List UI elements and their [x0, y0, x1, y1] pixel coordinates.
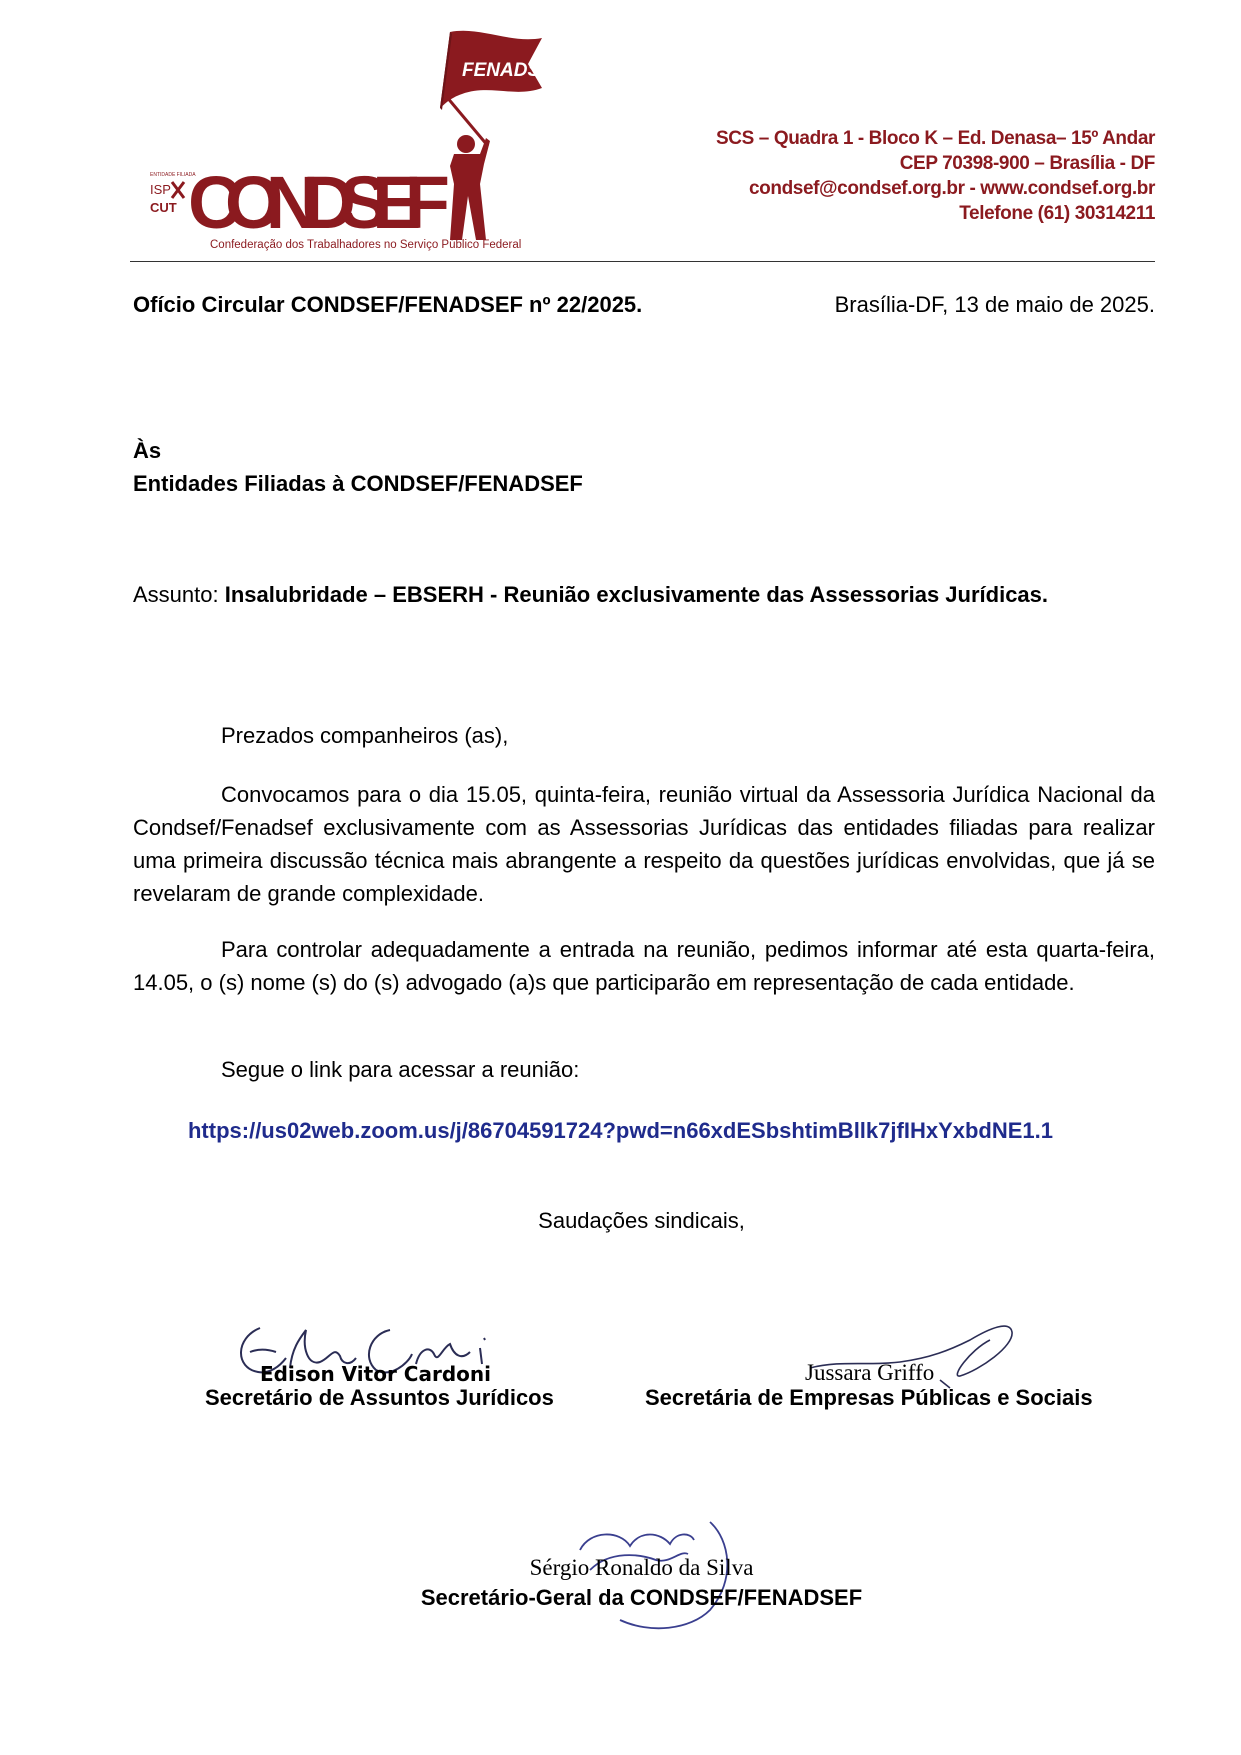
svg-text:ENTIDADE FILIADA: ENTIDADE FILIADA	[150, 172, 196, 178]
address-line: SCS – Quadra 1 - Bloco K – Ed. Denasa– 15º Andar	[716, 128, 1155, 149]
subject-label: Assunto:	[133, 582, 225, 607]
contact-line: condsef@condsef.org.br - www.condsef.org.br	[749, 178, 1155, 199]
condsef-logo	[150, 26, 590, 256]
link-intro: Segue o link para acessar a reunião:	[221, 1057, 580, 1082]
signature-title: Secretário de Assuntos Jurídicos	[205, 1385, 554, 1410]
svg-text:FENADSEF: FENADSEF	[462, 60, 565, 81]
place-date: Brasília-DF, 13 de maio de 2025.	[834, 292, 1155, 317]
recipient-line: Entidades Filiadas à CONDSEF/FENADSEF	[133, 471, 583, 496]
subject-text: Insalubridade – EBSERH - Reunião exclusivamente das Assessorias Jurídicas.	[224, 582, 1049, 607]
recipient-line: Às	[133, 438, 162, 463]
address-line: CEP 70398-900 – Brasília - DF	[899, 153, 1155, 174]
signature-name: Jussara Griffo	[805, 1360, 935, 1385]
signature-name: Sérgio Ronaldo da Silva	[529, 1555, 754, 1580]
header-divider	[130, 261, 1155, 262]
signature-name: Edison Vitor Cardoni	[260, 1362, 491, 1386]
svg-text:CONDSEF: CONDSEF	[188, 161, 448, 244]
svg-text:CUT: CUT	[150, 200, 177, 215]
phone-line: Telefone (61) 30314211	[959, 203, 1155, 224]
paragraph: Para controlar adequadamente a entrada na reunião, pedimos informar até esta quarta-feira, 14.05, o (s) nome (s) do (s) advogado (a)s que participarão em representação de cada entidade.	[133, 937, 1155, 995]
meeting-link[interactable]: https://us02web.zoom.us/j/86704591724?pwd=n66xdESbshtimBllk7jfIHxYxbdNE1.1	[187, 1118, 1053, 1143]
letter-reference: Ofício Circular CONDSEF/FENADSEF nº 22/2025.	[133, 292, 643, 317]
closing: Saudações sindicais,	[538, 1208, 745, 1233]
svg-text:Confederação dos Trabalhadores: Confederação dos Trabalhadores no Serviço Público Federal	[210, 239, 522, 251]
greeting: Prezados companheiros (as),	[221, 723, 509, 748]
paragraph: Convocamos para o dia 15.05, quinta-feira, reunião virtual da Assessoria Jurídica Nacional da Condsef/Fenadsef exclusivamente com as Assessorias Jurídicas das entidades filiadas para realizar uma primeira discussão técnica mais abrangente a respeito da questões jurídicas envolvidas, que já se revelaram de grande complexidade.	[133, 782, 1155, 906]
subject	[133, 582, 1048, 608]
signature-title: Secretária de Empresas Públicas e Sociais	[645, 1385, 1093, 1410]
svg-text:ISP: ISP	[150, 182, 171, 197]
signature-title: Secretário-Geral da CONDSEF/FENADSEF	[420, 1585, 863, 1610]
